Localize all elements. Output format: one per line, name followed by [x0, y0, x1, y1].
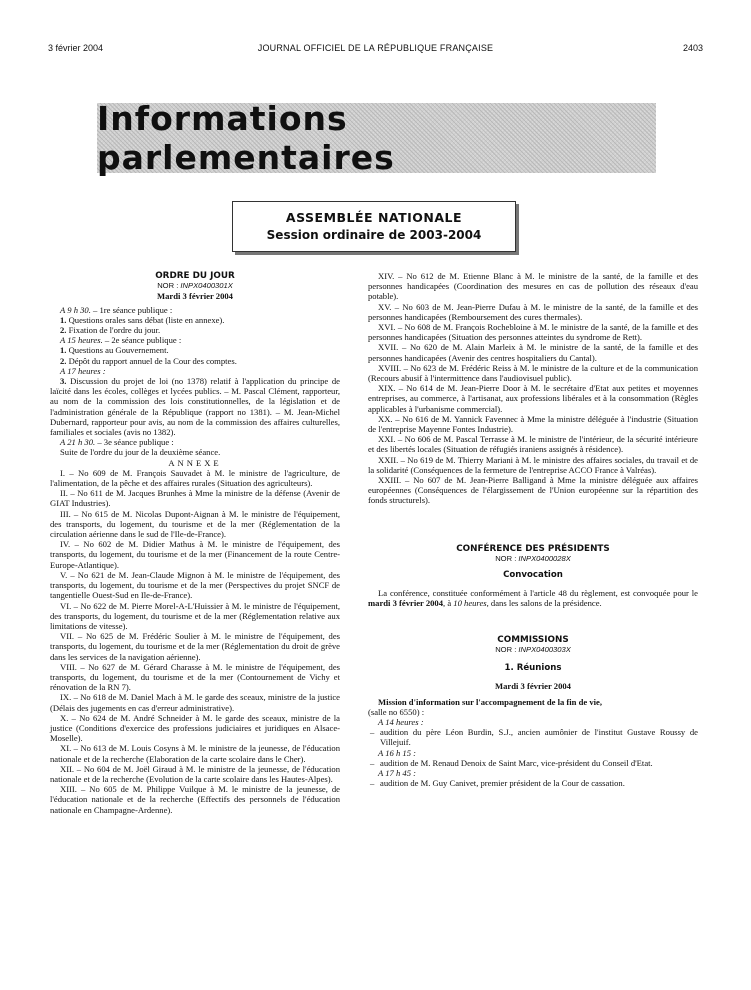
agenda-number: 1. [60, 345, 67, 356]
question-item: XIX. – No 614 de M. Jean-Pierre Door à M. le secrétaire d'Etat aux petites et moyennes entreprises, au commerce, à l'artisanat, aux professions libérales et à la consommation (Règles applicables à l'urbanisme commercial). [368, 383, 698, 414]
page-number: 2403 [682, 43, 703, 53]
question-item: XII. – No 604 de M. Joël Giraud à M. le ministre de la jeunesse, de l'éducation nationale et de la recherche (Evolution de la carte scolaire dans les Hautes-Alpes). [50, 763, 340, 784]
agenda-text: Fixation de l'ordre du jour. [66, 325, 161, 336]
mission-room: (salle no 6550) : [368, 706, 425, 717]
reunions-date: Mardi 3 février 2004 [495, 681, 571, 692]
left-questions [50, 468, 340, 815]
schedule-list [368, 717, 698, 788]
schedule-list-item [368, 758, 698, 768]
agenda-number: 2. [60, 355, 67, 366]
convocation-title: Convocation [503, 570, 563, 581]
question-item: XXI. – No 606 de M. Pascal Terrasse à M. le ministre de l'intérieur, de la sécurité intérieure et des libertés locales (Situation de réfugiés iraniens assignés à résidence). [368, 434, 698, 455]
agenda-number: 3. [60, 376, 67, 387]
agenda-number: 1. [60, 314, 67, 325]
nor-line: NOR : INPX0400301X [157, 281, 233, 291]
agenda-item [50, 345, 340, 355]
agenda-item [50, 315, 340, 325]
question-item: XXIII. – No 607 de M. Jean-Pierre Balligand à Mme la ministre déléguée aux affaires européennes (Conséquences de l'élargissement de l'Union européenne sur la répartition des fonds structurels). [368, 475, 698, 506]
annexe-title: ANNEXE [168, 457, 222, 468]
reunions-title: 1. Réunions [504, 663, 562, 674]
session-title: Session ordinaire de 2003-2004 [266, 228, 482, 242]
conference-title: CONFÉRENCE DES PRÉSIDENTS [456, 543, 610, 554]
header-date: 3 février 2004 [48, 43, 104, 53]
question-item: VII. – No 625 de M. Frédéric Soulier à M. le ministre de l'équipement, des transports, du logement, du tourisme et de la mer (Réglementation du droit de grève dans les services de la navigation aérienne). [50, 631, 340, 662]
agenda-item [50, 305, 340, 315]
question-item: XX. – No 616 de M. Yannick Favennec à Mme la ministre déléguée à l'industrie (Situation de l'entreprise Mayenne Fontes Industrie). [368, 413, 698, 435]
agenda-text: Dépôt du rapport annuel de la Cour des comptes. [66, 355, 237, 366]
left-column [50, 271, 340, 815]
section-banner [97, 99, 656, 177]
agenda-text: Discussion du projet de loi (no 1378) relatif à l'application du principe de laïcité dans les écoles, collèges et lycées publics. – M. Pascal Clément, rapporteur, au nom de la commission des lois constitutionnelles, de la législation et de l'administration générale de la République (rapport no 1381). – M. Jean-Michel Dubernard, rapporteur pour avis, au nom de la commission des affaires culturelles, familiales et sociales (avis no 1382). [50, 376, 340, 438]
agenda-text: – 3e séance publique : [95, 437, 174, 448]
agenda-item [50, 437, 340, 447]
agenda-item [50, 335, 340, 345]
agenda-time: A 17 heures : [60, 365, 106, 376]
schedule-time: A 14 heures : [378, 716, 424, 727]
question-item: XIII. – No 605 de M. Philippe Vuilque à M. le ministre de la jeunesse, de l'éducation nationale et de la recherche (Effectifs des personnels de l'éducation nationale en Champagne-Ardenne). [50, 784, 340, 815]
schedule-list-item [368, 727, 698, 747]
question-item: IX. – No 618 de M. Daniel Mach à M. le garde des sceaux, ministre de la justice (Délais des jugements en cas d'erreur administrative). [50, 692, 340, 713]
ordre-title: ORDRE DU JOUR [155, 271, 235, 281]
schedule-list-item [368, 778, 698, 788]
right-column [368, 271, 698, 788]
agenda-list [50, 305, 340, 458]
agenda-time: A 9 h 30. [60, 304, 91, 315]
agenda-item [50, 366, 340, 376]
conference-nor: NOR : INPX0400028X [495, 553, 571, 563]
question-item: XI. – No 613 de M. Louis Cosyns à M. le ministre de la jeunesse, de l'éducation nationale et de la recherche (Elaboration de la carte scolaire dans le Cher). [50, 743, 340, 764]
mission-title: Mission d'information sur l'accompagnement de la fin de vie, [378, 696, 602, 707]
question-item: VI. – No 622 de M. Pierre Morel-A-L'Huissier à M. le ministre de l'équipement, des transports, du logement, du tourisme et de la mer (Réglementation relative aux limitations de vitesse). [50, 600, 340, 631]
question-item: III. – No 615 de M. Nicolas Dupont-Aignan à M. le ministre de l'équipement, des transports, du logement, du tourisme et de la mer (Réglementation de la circulation aérienne dans le sud de l'Ile-de-France). [50, 508, 340, 540]
convocation-text: La conférence, constituée conformément à l'article 48 du règlement, est convoquée pour le mardi 3 février 2004, à 10 heures, dans les salons de la présidence. [368, 588, 698, 609]
question-item: XXII. – No 619 de M. Thierry Mariani à M. le ministre des affaires sociales, du travail et de la solidarité (Conséquences de la fermeture de l'entreprise ACCO France à Valréas). [368, 454, 698, 475]
agenda-text: Questions orales sans débat (liste en annexe). [66, 314, 225, 325]
schedule-entry: – audition de M. Renaud Denoix de Saint Marc, vice-président du Conseil d'Etat. [380, 758, 698, 768]
question-item: X. – No 624 de M. André Schneider à M. le garde des sceaux, ministre de la justice (Conditions d'exercice des professions judiciaires et juridiques en Alsace-Moselle). [50, 712, 340, 744]
question-item: IV. – No 602 de M. Didier Mathus à M. le ministre de l'équipement, des transports, du logement, du tourisme et de la mer (Financement de la route Centre-Europe-Atlantique). [50, 539, 340, 570]
schedule-entry: – audition de M. Guy Canivet, premier président de la Cour de cassation. [380, 778, 698, 788]
commissions-nor: NOR : INPX0400303X [495, 644, 571, 654]
schedule-time: A 17 h 45 : [378, 767, 417, 778]
question-item: XVII. – No 620 de M. Alain Marleix à M. le ministre de la santé, de la famille et des personnes handicapées (Avenir des centres hospitaliers du Cantal). [368, 342, 698, 363]
right-questions [368, 271, 698, 506]
agenda-time: A 15 heures. [60, 335, 103, 346]
assembly-box [232, 201, 516, 252]
agenda-item [50, 356, 340, 366]
schedule-entry: – audition du père Léon Burdin, S.J., ancien aumônier de l'institut Gustave Roussy de Villejuif. [380, 727, 698, 747]
question-item: XVI. – No 608 de M. François Rochebloine à M. le ministre de la santé, de la famille et des personnes handicapées (Situation des personnes atteintes du syndrome de Rett). [368, 322, 698, 343]
schedule-time: A 16 h 15 : [378, 747, 417, 758]
agenda-number: 2. [60, 325, 67, 336]
agenda-date: Mardi 3 février 2004 [157, 291, 233, 302]
question-item: VIII. – No 627 de M. Gérard Charasse à M. le ministre de l'équipement, des transports, du logement, du tourisme et de la mer (Contournement de Vichy et rénovation de la RN 7). [50, 661, 340, 693]
question-item: I. – No 609 de M. François Sauvadet à M. le ministre de l'agriculture, de l'alimentation, de la pêche et des affaires rurales (Situation des agriculteurs). [50, 467, 340, 489]
agenda-text: – 2e séance publique : [102, 335, 182, 346]
page-header [48, 43, 703, 57]
question-item: V. – No 621 de M. Jean-Claude Mignon à M. le ministre de l'équipement, des transports, du logement, du tourisme et de la mer (Perspectives du projet SNCF de tangentielle Ouest-Sud en Ile-de-France). [50, 569, 340, 601]
agenda-item [50, 447, 340, 457]
journal-title: JOURNAL OFFICIEL DE LA RÉPUBLIQUE FRANÇAISE [257, 43, 494, 53]
banner-title: Informations parlementaires [97, 99, 395, 177]
question-item: XVIII. – No 623 de M. Frédéric Reiss à M. le ministre de la culture et de la communication (Recours abusif à l'intermittence dans l'audiovisuel public). [368, 362, 698, 384]
commissions-title: COMMISSIONS [497, 634, 569, 645]
assembly-title: ASSEMBLÉE NATIONALE [285, 210, 463, 225]
question-item: XIV. – No 612 de M. Etienne Blanc à M. le ministre de la santé, de la famille et des personnes handicapées (Coordination des mesures en cas de pollution des réseaux d'eau potable). [368, 271, 698, 302]
agenda-time: A 21 h 30. [60, 437, 96, 448]
agenda-item [50, 376, 340, 437]
agenda-item [50, 325, 340, 335]
question-item: XV. – No 603 de M. Jean-Pierre Dufau à M. le ministre de la santé, de la famille et des personnes handicapées (Remboursement des cures thermales). [368, 301, 698, 322]
question-item: II. – No 611 de M. Jacques Brunhes à Mme la ministre de la défense (Avenir de GIAT Industries). [50, 488, 340, 509]
agenda-text: Questions au Gouvernement. [66, 345, 169, 356]
agenda-text: – 1re séance publique : [90, 304, 173, 315]
agenda-text: Suite de l'ordre du jour de la deuxième séance. [60, 447, 221, 458]
